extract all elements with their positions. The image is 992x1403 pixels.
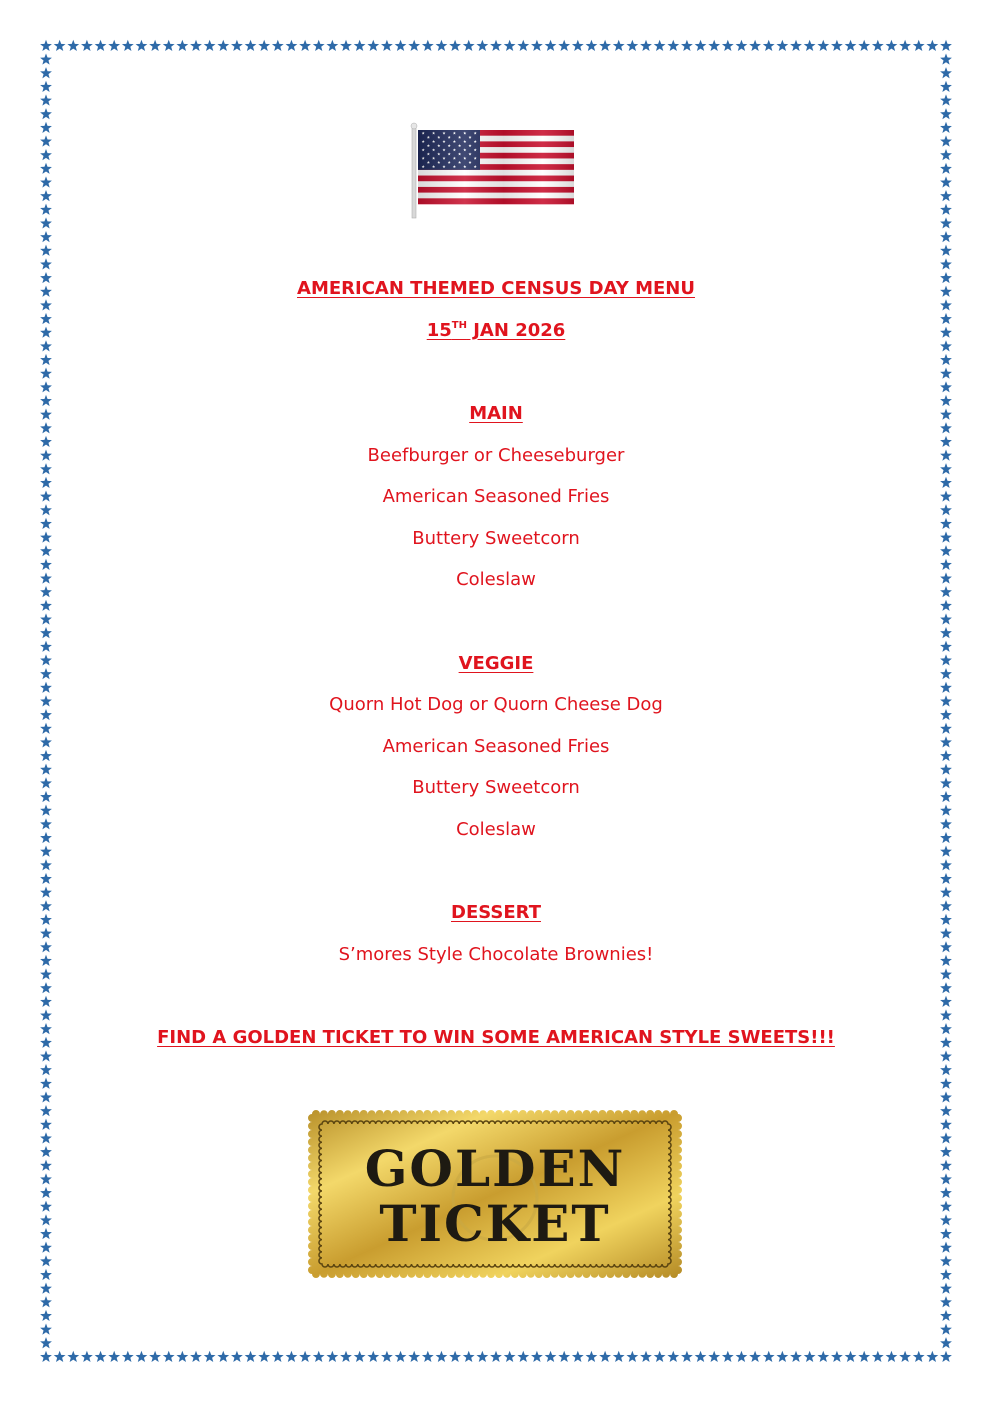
star-icon xyxy=(940,409,952,420)
star-icon xyxy=(40,245,52,256)
star-icon xyxy=(940,1201,952,1212)
star-icon xyxy=(940,654,952,665)
star-icon xyxy=(940,163,952,174)
star-icon xyxy=(940,1132,952,1143)
star-icon xyxy=(940,1078,952,1089)
star-icon xyxy=(940,668,952,679)
star-icon xyxy=(40,873,52,884)
star-icon xyxy=(40,1064,52,1075)
star-icon xyxy=(940,122,952,133)
menu-item: Coleslaw xyxy=(456,819,536,840)
star-icon xyxy=(940,1214,952,1225)
star-icon xyxy=(40,190,52,201)
star-icon xyxy=(940,545,952,556)
star-icon xyxy=(940,368,952,379)
star-icon xyxy=(40,764,52,775)
star-icon xyxy=(40,176,52,187)
menu-item: Quorn Hot Dog or Quorn Cheese Dog xyxy=(329,694,663,715)
date-suffix: TH xyxy=(451,320,467,331)
star-icon xyxy=(40,613,52,624)
star-icon xyxy=(940,641,952,652)
ticket-line2: TICKET xyxy=(379,1194,611,1253)
star-icon xyxy=(40,108,52,119)
menu-date xyxy=(60,320,932,342)
star-icon xyxy=(940,490,952,501)
star-icon xyxy=(940,846,952,857)
star-icon xyxy=(40,886,52,897)
star-icon xyxy=(940,886,952,897)
star-icon xyxy=(40,490,52,501)
star-icon xyxy=(40,1037,52,1048)
star-icon xyxy=(40,463,52,474)
section-heading-dessert: DESSERT xyxy=(451,902,541,923)
star-icon xyxy=(940,1337,952,1348)
star-icon xyxy=(40,955,52,966)
star-icon xyxy=(40,559,52,570)
star-icon xyxy=(40,1283,52,1294)
star-icon xyxy=(940,518,952,529)
star-icon xyxy=(40,299,52,310)
star-icon xyxy=(940,340,952,351)
menu-item: American Seasoned Fries xyxy=(382,486,610,507)
star-icon xyxy=(940,436,952,447)
star-icon xyxy=(40,1310,52,1321)
star-icon xyxy=(940,381,952,392)
star-icon xyxy=(40,709,52,720)
star-icon xyxy=(40,818,52,829)
star-icon xyxy=(40,723,52,734)
star-icon xyxy=(940,81,952,92)
star-icon xyxy=(940,1119,952,1130)
star-icon xyxy=(940,1242,952,1253)
star-icon xyxy=(40,1214,52,1225)
star-icon xyxy=(940,204,952,215)
star-icon xyxy=(40,900,52,911)
star-icon xyxy=(40,504,52,515)
star-icon xyxy=(940,791,952,802)
star-icon xyxy=(40,1146,52,1157)
star-icon xyxy=(40,272,52,283)
star-icon xyxy=(40,258,52,269)
star-icon xyxy=(40,982,52,993)
star-icon xyxy=(40,545,52,556)
star-icon xyxy=(940,504,952,515)
star-icon xyxy=(40,449,52,460)
star-icon xyxy=(940,900,952,911)
star-icon xyxy=(40,1269,52,1280)
star-icon xyxy=(940,559,952,570)
star-icon xyxy=(940,449,952,460)
star-icon xyxy=(40,941,52,952)
star-icon xyxy=(40,682,52,693)
star-icon xyxy=(940,135,952,146)
star-icon xyxy=(940,176,952,187)
star-icon xyxy=(940,941,952,952)
menu-item: Coleslaw xyxy=(456,569,536,590)
star-icon xyxy=(40,777,52,788)
star-icon xyxy=(40,163,52,174)
star-icon xyxy=(40,736,52,747)
star-icon xyxy=(940,1310,952,1321)
star-icon xyxy=(40,1132,52,1143)
star-icon xyxy=(940,1283,952,1294)
star-icon xyxy=(40,1173,52,1184)
star-icon xyxy=(940,736,952,747)
star-icon xyxy=(940,1228,952,1239)
menu-item: Beefburger or Cheeseburger xyxy=(367,445,625,466)
star-icon xyxy=(940,572,952,583)
star-icon xyxy=(940,873,952,884)
star-icon xyxy=(940,245,952,256)
star-icon xyxy=(940,586,952,597)
star-icon xyxy=(940,1050,952,1061)
menu-content xyxy=(60,0,932,1403)
star-icon xyxy=(940,1255,952,1266)
date-rest: JAN 2026 xyxy=(466,320,566,341)
star-icon xyxy=(40,1105,52,1116)
star-icon xyxy=(40,409,52,420)
star-icon xyxy=(40,1255,52,1266)
star-icon xyxy=(40,695,52,706)
star-icon xyxy=(940,982,952,993)
star-icon xyxy=(940,354,952,365)
ticket-line1: GOLDEN xyxy=(364,1139,626,1198)
star-icon xyxy=(40,286,52,297)
star-icon xyxy=(940,1091,952,1102)
star-icon xyxy=(940,53,952,64)
star-icon xyxy=(40,968,52,979)
star-icon xyxy=(940,108,952,119)
star-icon xyxy=(40,859,52,870)
star-icon xyxy=(40,1009,52,1020)
star-icon xyxy=(40,996,52,1007)
star-icon xyxy=(940,914,952,925)
star-icon xyxy=(40,1228,52,1239)
star-icon xyxy=(40,422,52,433)
star-icon xyxy=(940,477,952,488)
star-icon xyxy=(940,600,952,611)
star-icon xyxy=(940,1009,952,1020)
star-icon xyxy=(40,340,52,351)
star-icon xyxy=(940,327,952,338)
star-icon xyxy=(40,654,52,665)
star-icon xyxy=(940,286,952,297)
star-icon xyxy=(40,1242,52,1253)
star-icon xyxy=(940,1064,952,1075)
star-icon xyxy=(40,1296,52,1307)
star-icon xyxy=(940,859,952,870)
star-icon xyxy=(40,313,52,324)
menu-item: Buttery Sweetcorn xyxy=(412,528,580,549)
star-icon xyxy=(940,832,952,843)
star-icon xyxy=(940,149,952,160)
star-icon xyxy=(40,368,52,379)
star-icon xyxy=(40,641,52,652)
star-icon xyxy=(940,422,952,433)
star-icon xyxy=(40,1160,52,1171)
star-icon xyxy=(40,586,52,597)
star-icon xyxy=(940,1351,952,1362)
star-icon xyxy=(940,627,952,638)
star-icon xyxy=(40,600,52,611)
star-icon xyxy=(40,627,52,638)
star-icon xyxy=(40,436,52,447)
star-icon xyxy=(940,217,952,228)
star-icon xyxy=(40,668,52,679)
star-icon xyxy=(40,791,52,802)
star-icon xyxy=(40,1337,52,1348)
star-icon xyxy=(940,1173,952,1184)
star-icon xyxy=(940,258,952,269)
star-icon xyxy=(940,805,952,816)
star-icon xyxy=(940,531,952,542)
star-icon xyxy=(940,695,952,706)
star-icon xyxy=(40,1119,52,1130)
star-icon xyxy=(940,709,952,720)
star-icon xyxy=(40,231,52,242)
star-icon xyxy=(40,1351,52,1362)
star-icon xyxy=(40,81,52,92)
star-icon xyxy=(940,764,952,775)
star-icon xyxy=(40,1091,52,1102)
star-icon xyxy=(940,395,952,406)
star-icon xyxy=(940,777,952,788)
star-icon xyxy=(40,832,52,843)
star-icon xyxy=(940,231,952,242)
star-icon xyxy=(40,750,52,761)
star-icon xyxy=(940,299,952,310)
star-icon xyxy=(940,955,952,966)
star-icon xyxy=(40,217,52,228)
star-icon xyxy=(940,313,952,324)
star-icon xyxy=(40,204,52,215)
star-icon xyxy=(40,914,52,925)
star-icon xyxy=(940,1146,952,1157)
star-icon xyxy=(940,1269,952,1280)
star-icon xyxy=(940,818,952,829)
star-icon xyxy=(40,1023,52,1034)
star-icon xyxy=(940,1037,952,1048)
star-icon xyxy=(940,723,952,734)
star-icon xyxy=(940,1187,952,1198)
section-heading-main: MAIN xyxy=(469,403,523,424)
section-heading-veggie: VEGGIE xyxy=(458,653,534,674)
star-icon xyxy=(40,1078,52,1089)
star-icon xyxy=(940,968,952,979)
star-icon xyxy=(40,40,52,51)
star-icon xyxy=(40,531,52,542)
star-icon xyxy=(940,1105,952,1116)
star-icon xyxy=(940,1160,952,1171)
star-icon xyxy=(40,67,52,78)
promo-text: FIND A GOLDEN TICKET TO WIN SOME AMERICAN STYLE SWEETS!!! xyxy=(157,1027,835,1048)
star-icon xyxy=(40,477,52,488)
star-icon xyxy=(40,135,52,146)
star-icon xyxy=(940,1023,952,1034)
star-icon xyxy=(40,927,52,938)
star-icon xyxy=(40,381,52,392)
star-icon xyxy=(40,354,52,365)
star-icon xyxy=(40,518,52,529)
star-icon xyxy=(40,572,52,583)
star-icon xyxy=(40,94,52,105)
star-icon xyxy=(940,750,952,761)
star-icon xyxy=(940,1296,952,1307)
star-icon xyxy=(40,122,52,133)
star-icon xyxy=(940,996,952,1007)
star-icon xyxy=(940,927,952,938)
star-icon xyxy=(940,613,952,624)
star-icon xyxy=(940,463,952,474)
date-day: 15 xyxy=(426,320,452,341)
star-icon xyxy=(940,94,952,105)
star-icon xyxy=(40,395,52,406)
menu-item: S’mores Style Chocolate Brownies! xyxy=(338,944,654,965)
star-icon xyxy=(940,1323,952,1334)
star-icon xyxy=(940,40,952,51)
star-icon xyxy=(40,1050,52,1061)
menu-title: AMERICAN THEMED CENSUS DAY MENU xyxy=(297,278,695,299)
star-icon xyxy=(40,846,52,857)
menu-item: American Seasoned Fries xyxy=(382,736,610,757)
star-icon xyxy=(940,272,952,283)
star-icon xyxy=(40,1323,52,1334)
star-icon xyxy=(940,190,952,201)
star-icon xyxy=(40,149,52,160)
star-icon xyxy=(40,327,52,338)
star-icon xyxy=(40,1187,52,1198)
star-icon xyxy=(40,53,52,64)
star-icon xyxy=(40,1201,52,1212)
star-icon xyxy=(940,682,952,693)
star-icon xyxy=(940,67,952,78)
menu-item: Buttery Sweetcorn xyxy=(412,777,580,798)
star-icon xyxy=(40,805,52,816)
